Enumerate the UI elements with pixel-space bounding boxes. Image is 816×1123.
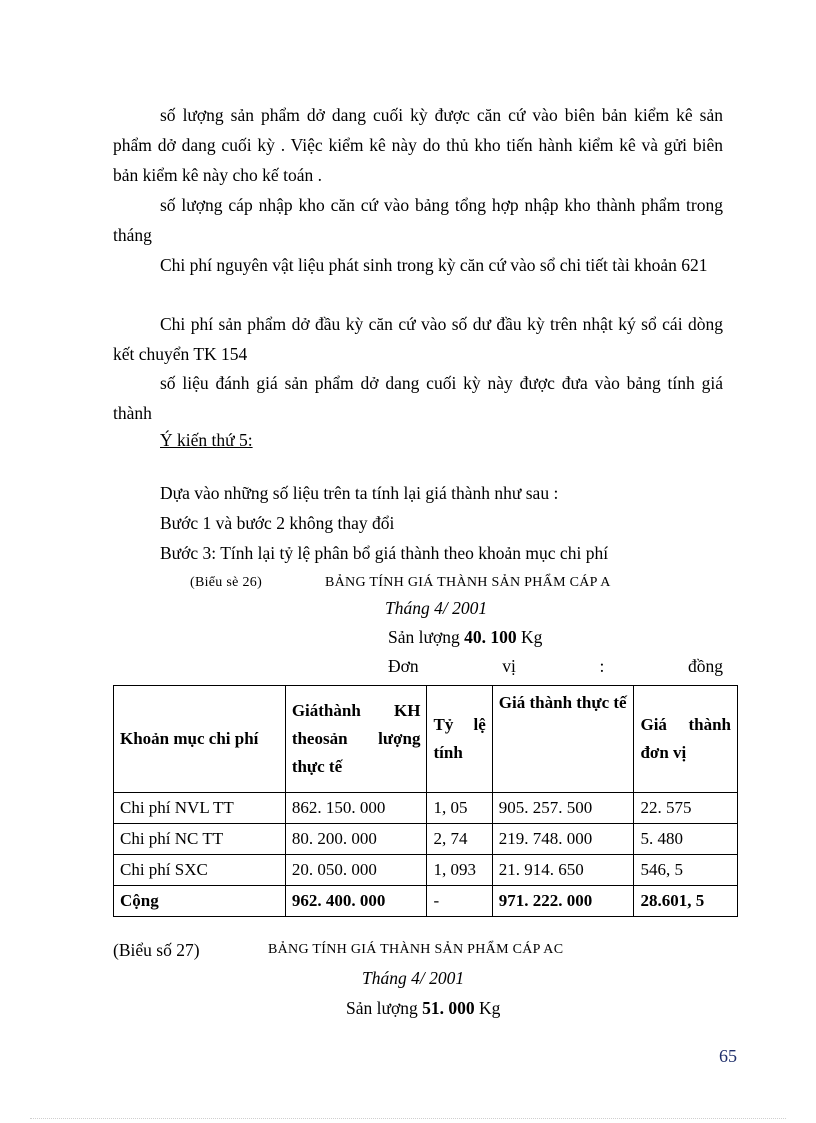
section-heading: Ý kiến thứ 5: [160, 430, 253, 450]
cell: 22. 575 [634, 793, 738, 824]
cell: Chi phí NVL TT [114, 793, 286, 824]
total-cell: 962. 400. 000 [285, 886, 427, 917]
table2-month: Tháng 4/ 2001 [362, 968, 465, 988]
unit-word-2: vị [502, 656, 516, 676]
cell: 80. 200. 000 [285, 824, 427, 855]
total-cell: - [427, 886, 492, 917]
cell: 1, 093 [427, 855, 492, 886]
header-cost-item: Khoản mục chi phí [114, 686, 286, 793]
paragraph-material-cost: Chi phí nguyên vật liệu phát sinh trong kỳ căn cứ vào sổ chi tiết tài khoản 621 [160, 255, 708, 275]
output-value: 51. 000 [422, 998, 475, 1018]
cell: 20. 050. 000 [285, 855, 427, 886]
table-header-row [114, 686, 738, 793]
cell: 219. 748. 000 [492, 824, 634, 855]
table-total-row [114, 886, 738, 917]
unit-word-3: đồng [687, 656, 723, 676]
output-value: 40. 100 [464, 627, 517, 647]
step-3: Bước 3: Tính lại tỷ lệ phân bổ giá thành theo khoản mục chi phí [160, 543, 609, 563]
total-cell: Cộng [114, 886, 286, 917]
cell: 905. 257. 500 [492, 793, 634, 824]
cell: 546, 5 [634, 855, 738, 886]
step-1-2: Bước 1 và bước 2 không thay đổi [160, 513, 395, 533]
header-planned-cost: Giáthành KH theosản lượng thực tế [285, 686, 427, 793]
paragraph-wip-count: số lượng sản phẩm dở dang cuối kỳ được căn cứ vào biên bản kiểm kê sản phẩm dở dang cuối kỳ . Việc kiểm kê này do thủ kho tiến hành kiểm kê và gửi biên bản kiểm kê này cho kế toán . [113, 105, 723, 185]
unit-colon: : [599, 656, 605, 676]
table1-output [388, 627, 542, 648]
cost-table [113, 685, 738, 917]
table2-ref: (Biểu số 27) [113, 940, 200, 960]
total-cell: 28.601, 5 [634, 886, 738, 917]
cell: Chi phí NC TT [114, 824, 286, 855]
header-unit-cost: Giá thành đơn vị [634, 686, 738, 793]
cell: 1, 05 [427, 793, 492, 824]
cell: 2, 74 [427, 824, 492, 855]
output-label: Sản lượng [388, 627, 460, 647]
footer-divider [30, 1118, 786, 1119]
paragraph-wip-valuation: số liệu đánh giá sản phẩm dở dang cuối kỳ này được đưa vào bảng tính giá thành [113, 373, 723, 423]
unit-word-1: Đơn [388, 656, 419, 676]
header-rate: Tỷ lệ tính [427, 686, 492, 793]
output-unit: Kg [478, 998, 501, 1018]
total-cell: 971. 222. 000 [492, 886, 634, 917]
table1-title: BẢNG TÍNH GIÁ THÀNH SẢN PHẨM CÁP A [325, 575, 611, 590]
table1-month: Tháng 4/ 2001 [385, 598, 488, 618]
cell: Chi phí SXC [114, 855, 286, 886]
cell: 862. 150. 000 [285, 793, 427, 824]
cell: 21. 914. 650 [492, 855, 634, 886]
output-label: Sản lượng [346, 998, 418, 1018]
cell: 5. 480 [634, 824, 738, 855]
table1-unit [388, 656, 723, 677]
table-row [114, 824, 738, 855]
table1-ref: (Biểu sè 26) [190, 575, 263, 590]
paragraph-opening-wip: Chi phí sản phẩm dở đầu kỳ căn cứ vào số dư đầu kỳ trên nhật ký sổ cái dòng kết chuyển TK 154 [113, 314, 723, 364]
paragraph-cable-receipt: số lượng cáp nhập kho căn cứ vào bảng tổng hợp nhập kho thành phẩm trong tháng [113, 195, 723, 245]
header-actual-cost: Giá thành thực tế [492, 686, 634, 793]
table-row [114, 855, 738, 886]
table-row [114, 793, 738, 824]
page-number: 65 [719, 1046, 737, 1066]
table2-title: BẢNG TÍNH GIÁ THÀNH SẢN PHẨM CÁP AC [268, 942, 564, 957]
output-unit: Kg [520, 627, 543, 647]
step-intro: Dựa vào những số liệu trên ta tính lại giá thành như sau : [160, 483, 559, 503]
table2-output [346, 998, 500, 1019]
